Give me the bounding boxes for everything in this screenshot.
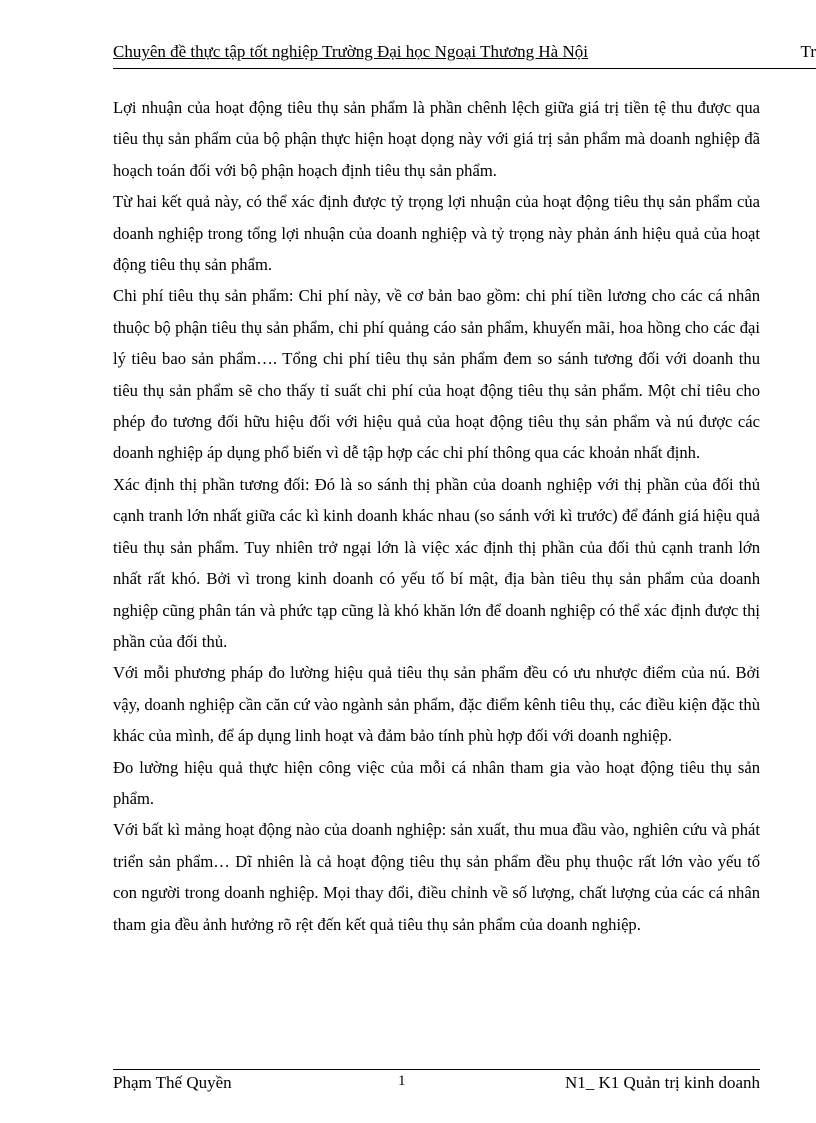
header-title: Chuyên đề thực tập tốt nghiệp Trường Đại học Ngoại Thương Hà Nội <box>113 42 588 61</box>
page-footer <box>113 1069 760 1098</box>
footer-author: Phạm Thế Quyền <box>113 1073 232 1092</box>
footer-class-info: N1_ K1 Quản trị kinh doanh <box>564 1073 760 1092</box>
paragraph-3: Chi phí tiêu thụ sản phẩm: Chi phí này, về cơ bản bao gồm: chi phí tiền lương cho các cá nhân thuộc bộ phận tiêu thụ sản phẩm, chi phí quảng cáo sản phẩm, khuyến mãi, hoa hồng cho các đại lý tiêu bao sản phẩm…. Tổng chi phí tiêu thụ sản phẩm đem so sánh tương đối với doanh thu tiêu thụ sản phẩm sẽ cho thấy tỉ suất chi phí của hoạt động tiêu thụ sản phẩm. Một chỉ tiêu cho phép đo tương đối hữu hiệu đối với hiệu quả của hoạt động tiêu thụ sản phẩm và nú được các doanh nghiệp áp dụng phổ biến vì dễ tập hợp các chi phí thông qua các khoản nhất định. <box>113 286 760 463</box>
paragraph-2: Từ hai kết quả này, có thể xác định được tỷ trọng lợi nhuận của hoạt động tiêu thụ sản phẩm của doanh nghiệp trong tổng lợi nhuận của doanh nghiệp và tỷ trọng này phản ánh hiệu quả của hoạt động tiêu thụ sản phẩm. <box>113 192 760 275</box>
paragraph-6: Đo lường hiệu quả thực hiện công việc của mỗi cá nhân tham gia vào hoạt động tiêu thụ sản phẩm. <box>113 757 760 808</box>
page-header <box>113 38 816 69</box>
paragraph-1: Lợi nhuận của hoạt động tiêu thụ sản phẩm là phần chênh lệch giữa giá trị tiền tệ thu được qua tiêu thụ sản phẩm của bộ phận thực hiện hoạt dọng này với giá trị sản phẩm mà doanh nghiệp đã hoạch toán đối với bộ phận hoạch định tiêu thụ sản phẩm. <box>113 98 760 180</box>
header-right-fragment: Tr <box>800 42 816 61</box>
paragraph-4: Xác định thị phần tương đối: Đó là so sánh thị phần của doanh nghiệp với thị phần của đối thủ cạnh tranh lớn nhất giữa các kì kinh doanh khác nhau (so sánh với kì trước) để đánh giá hiệu quả tiêu thụ sản phẩm. Tuy nhiên trở ngại lớn là việc xác định thị phần của đối thủ cạnh tranh lớn nhất rất khó. Bởi vì trong kinh doanh có yếu tố bí mật, địa bàn tiêu thụ sản phẩm của doanh nghiệp cũng phân tán và phức tạp cũng là khó khăn lớn để doanh nghiệp có thể xác định được thị phần của đối thủ. <box>113 474 760 651</box>
page-number: 1 <box>398 1073 406 1089</box>
paragraph-5: Với mỗi phương pháp đo lường hiệu quả tiêu thụ sản phẩm đều có ưu nhược điểm của nú. Bởi vậy, doanh nghiệp cần căn cứ vào ngành sản phẩm, đặc điểm kênh tiêu thụ, các điều kiện đặc thù khác của mình, để áp dụng linh hoạt và đảm bảo tính phù hợp đối với doanh nghiệp. <box>113 663 760 746</box>
paragraph-7: Với bất kì mảng hoạt động nào của doanh nghiệp: sản xuất, thu mua đầu vào, nghiên cứu và phát triển sản phẩm… Dĩ nhiên là cả hoạt động tiêu thụ sản phẩm đều phụ thuộc rất lớn vào yếu tố con người trong doanh nghiệp. Mọi thay đổi, điều chỉnh về số lượng, chất lượng của các cá nhân tham gia đều ảnh hưởng rõ rệt đến kết quả tiêu thụ sản phẩm của doanh nghiệp. <box>113 820 760 934</box>
document-body <box>113 92 760 940</box>
